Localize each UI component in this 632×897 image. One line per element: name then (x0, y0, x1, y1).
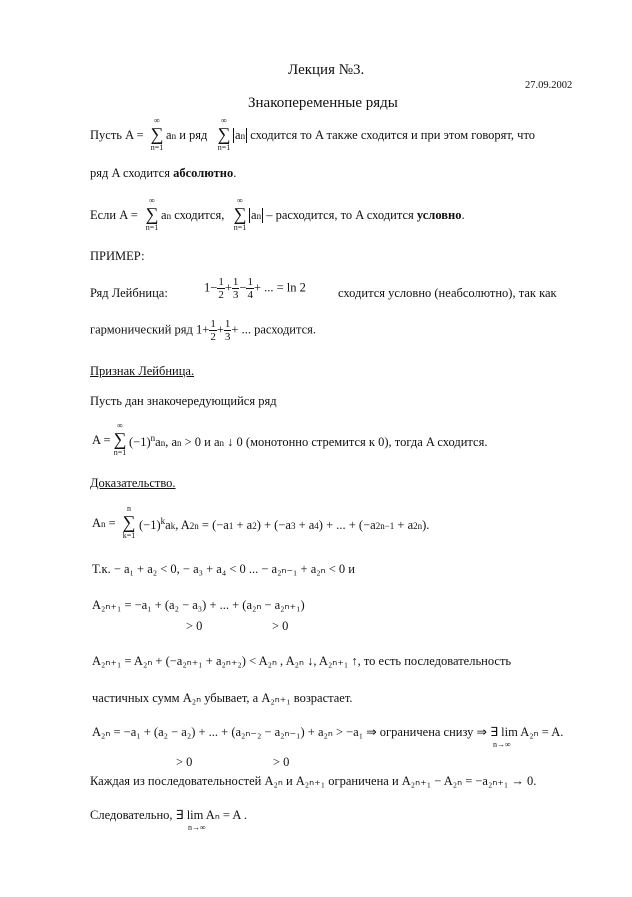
sum-sign-5 (113, 421, 127, 457)
a: a (161, 208, 167, 222)
sub: n (240, 131, 246, 141)
page-title: Лекция №3. (288, 62, 365, 78)
pairs-negative: Т.к. − a₁ + a₂ < 0, − a₃ + a₄ < 0 ... − a₂ₙ₋₁ + a₂ₙ < 0 и (92, 562, 355, 576)
text: ряд A сходится (90, 166, 174, 180)
label: гармонический ряд (90, 322, 193, 337)
abs-value (233, 128, 247, 143)
sub: n (219, 438, 225, 449)
sum-lower: n=1 (233, 223, 247, 232)
sep: , a (165, 435, 177, 450)
conclusion: ↓ 0 (монотонно стремится к 0), тогда A сходится. (227, 435, 488, 450)
a: a (155, 435, 161, 450)
sigma: ∑ (145, 204, 159, 224)
odd-sum-grouping: A₂ₙ₊₁ = −a₁ + (a₂ − a₃) + ... + (a₂ₙ − a₂ₙ₊₁) (92, 598, 305, 612)
a-n (166, 128, 207, 143)
fraction-1-2: $\frac{1}{2}$ (218, 276, 224, 301)
gt-zero-3: > 0 (176, 755, 193, 769)
leibniz-a-eq: A = (92, 433, 111, 447)
tail: + ... = ln 2 (253, 280, 306, 295)
sum-lower: n=1 (150, 143, 164, 152)
conditionally: условно (416, 208, 462, 222)
leibniz-series-label: Ряд Лейбница: (90, 286, 168, 300)
definition-line-1 (90, 128, 144, 143)
fraction-1-2: $\frac{1}{2}$ (210, 318, 216, 343)
fraction-1-3: $\frac{1}{3}$ (224, 318, 231, 343)
sum-lower: k=1 (122, 531, 136, 540)
absolutely: абсолютно (173, 166, 234, 180)
converges: сходится, (174, 208, 225, 222)
cond: > 0 и a (184, 435, 220, 450)
diverges: расходится. (254, 322, 317, 337)
sum-upper: ∞ (117, 421, 123, 430)
sum-upper: ∞ (154, 116, 160, 125)
abs-value (249, 208, 263, 223)
even-sum-bound: A₂ₙ = −a₁ + (a₂ − a₂) + ... + (a₂ₙ₋₂ − a₂ₙ₋₁) + a₂ₙ > −a₁ ⇒ ограничена снизу ⇒ ∃ lim A₂ₙ = A. (92, 725, 564, 739)
sum-lower: n=1 (145, 223, 159, 232)
abs-a-n (233, 128, 535, 143)
sum-upper: ∞ (237, 196, 243, 205)
sub: n (171, 131, 177, 141)
alternating-series-line: Пусть дан знакочередующийся ряд (90, 394, 277, 408)
bounded-line: Каждая из последовательностей A₂ₙ и A₂ₙ₊₁ ограничена и A₂ₙ₊₁ − A₂ₙ = −a₂ₙ₊₁ → 0. (90, 774, 537, 788)
absolute-line (90, 166, 236, 181)
fraction-1-4: $\frac{1}{4}$ (247, 276, 253, 301)
sum-sign-3 (145, 196, 159, 232)
sum-upper: n (127, 504, 131, 513)
sub: n (166, 211, 172, 221)
sub: n (256, 211, 262, 221)
tail: + ... (231, 322, 251, 337)
sum-lower: n=1 (217, 143, 231, 152)
A: A (92, 516, 102, 530)
harmonic-series: гармонический ряд 1+ $\frac{1}{2}$ + $\frac{1}{3}$ + ... расходится. (90, 318, 317, 343)
fraction-1-3: $\frac{1}{3}$ (232, 276, 239, 301)
text: Пусть A = (90, 128, 144, 142)
sigma: ∑ (122, 512, 136, 532)
sigma: ∑ (233, 204, 247, 224)
sign: (−1) (129, 435, 151, 450)
leibniz-series: 1− $\frac{1}{2}$ + $\frac{1}{3}$ − $\frac{1}{4}$ + ... = ln 2 (204, 276, 306, 301)
partial-sums-line: частичных сумм A₂ₙ убывает, а A₂ₙ₊₁ возрастает. (92, 691, 353, 705)
sub: n (160, 438, 166, 449)
proof-heading: Доказательство. (90, 476, 176, 490)
date: 27.09.2002 (525, 80, 573, 91)
a: a (166, 128, 172, 142)
sigma: ∑ (217, 124, 231, 144)
dot: . (233, 166, 237, 180)
sub: n (177, 438, 182, 449)
and-series: и ряд (179, 128, 208, 142)
conditional-line-b (161, 208, 224, 223)
sum-sign-2 (217, 116, 231, 152)
example-heading: ПРИМЕР: (90, 249, 145, 263)
sigma: ∑ (113, 429, 127, 449)
leibniz-condition (129, 433, 487, 450)
conclusion-line: Следовательно, ∃ lim Aₙ = A . (90, 808, 248, 822)
one: 1 (196, 322, 203, 337)
sum-lower: n=1 (113, 448, 127, 457)
limit-subscript-1: n→∞ (493, 740, 511, 749)
a: a (251, 208, 257, 222)
gt-zero-4: > 0 (273, 755, 290, 769)
diverges: – расходится, то A сходится (266, 208, 417, 222)
exp: n (150, 433, 156, 443)
limit-subscript-2: n→∞ (188, 823, 206, 832)
gt-zero-1: > 0 (186, 619, 203, 633)
monotonic-line: A₂ₙ₊₁ = A₂ₙ + (−a₂ₙ₊₁ + a₂ₙ₊₂) < A₂ₙ , A₂ₙ ↓, A₂ₙ₊₁ ↑, то есть последовательность (92, 654, 512, 668)
sum-sign-6 (121, 504, 137, 540)
one: 1 (204, 280, 211, 295)
leibniz-test-heading: Признак Лейбница. (90, 364, 195, 378)
dot: . (461, 208, 465, 222)
sum-upper: ∞ (149, 196, 155, 205)
text: Если A = (90, 208, 138, 222)
leibniz-note: сходится условно (неабсолютно), так как (338, 286, 557, 300)
conditional-line-a (90, 208, 138, 223)
sigma: ∑ (150, 124, 164, 144)
sum-upper: ∞ (221, 116, 227, 125)
gt-zero-2: > 0 (272, 619, 289, 633)
sum-sign-1 (150, 116, 164, 152)
partial-sum-def-b: $(-1)^kak$, A2n = (−a1 + a2) + (−a3 + a4) + ... + (−a2n−1 + a2n). (139, 516, 430, 533)
a: a (235, 128, 241, 142)
conditional-line-c (249, 208, 465, 223)
partial-sum-def: An = (92, 516, 116, 530)
lecture-subtitle: Знакопеременные ряды (248, 95, 398, 111)
converges-text: сходится то A также сходится и при этом говорят, что (250, 128, 535, 142)
sum-sign-4 (233, 196, 247, 232)
